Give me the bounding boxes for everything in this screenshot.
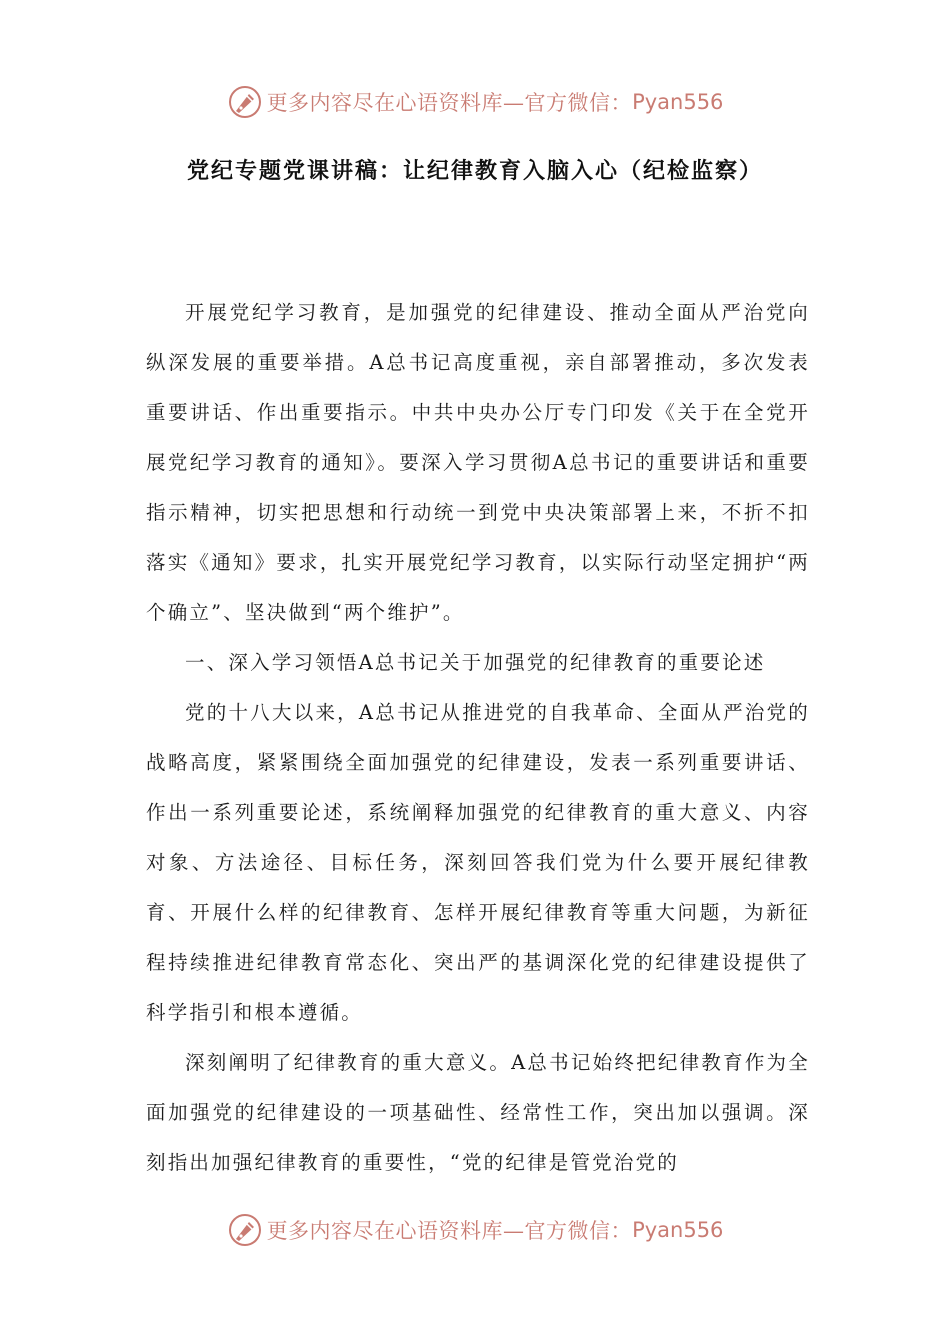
pen-nib-logo-icon [227,1212,263,1248]
paragraph: 开展党纪学习教育，是加强党的纪律建设、推动全面从严治党向纵深发展的重要举措。A总书记高度重视，亲自部署推动，多次发表重要讲话、作出重要指示。中共中央办公厅专门印发《关于在全党开展党纪学习教育的通知》。要深入学习贯彻A总书记的重要讲话和重要指示精神，切实把思想和行动统一到党中央决策部署上来，不折不扣落实《通知》要求，扎实开展党纪学习教育，以实际行动坚定拥护“两个确立”、坚决做到“两个维护”。 [146,301,810,624]
document-body [146,288,810,1188]
paragraph: 深刻阐明了纪律教育的重大意义。A总书记始终把纪律教育作为全面加强党的纪律建设的一项基础性、经常性工作，突出加以强调。深刻指出加强纪律教育的重要性，“党的纪律是管党治党的 [146,1051,810,1174]
watermark-wechat-id: Pyan556 [632,90,724,114]
footer-watermark [0,1210,950,1250]
watermark-text: 更多内容尽在心语资料库—官方微信： [266,91,633,115]
header-watermark [0,82,950,122]
section-heading: 一、深入学习领悟A总书记关于加强党的纪律教育的重要论述 [185,651,766,674]
watermark-text: 更多内容尽在心语资料库—官方微信： [266,1219,633,1243]
document-title: 党纪专题党课讲稿：让纪律教育入脑入心（纪检监察） [186,159,763,184]
paragraph: 党的十八大以来，A总书记从推进党的自我革命、全面从严治党的战略高度，紧紧围绕全面加强党的纪律建设，发表一系列重要讲话、作出一系列重要论述，系统阐释加强党的纪律教育的重大意义、内容对象、方法途径、目标任务，深刻回答我们党为什么要开展纪律教育、开展什么样的纪律教育、怎样开展纪律教育等重大问题，为新征程持续推进纪律教育常态化、突出严的基调深化党的纪律建设提供了科学指引和根本遵循。 [146,701,810,1024]
watermark-wechat-id: Pyan556 [632,1218,724,1242]
pen-nib-logo-icon [227,84,263,120]
